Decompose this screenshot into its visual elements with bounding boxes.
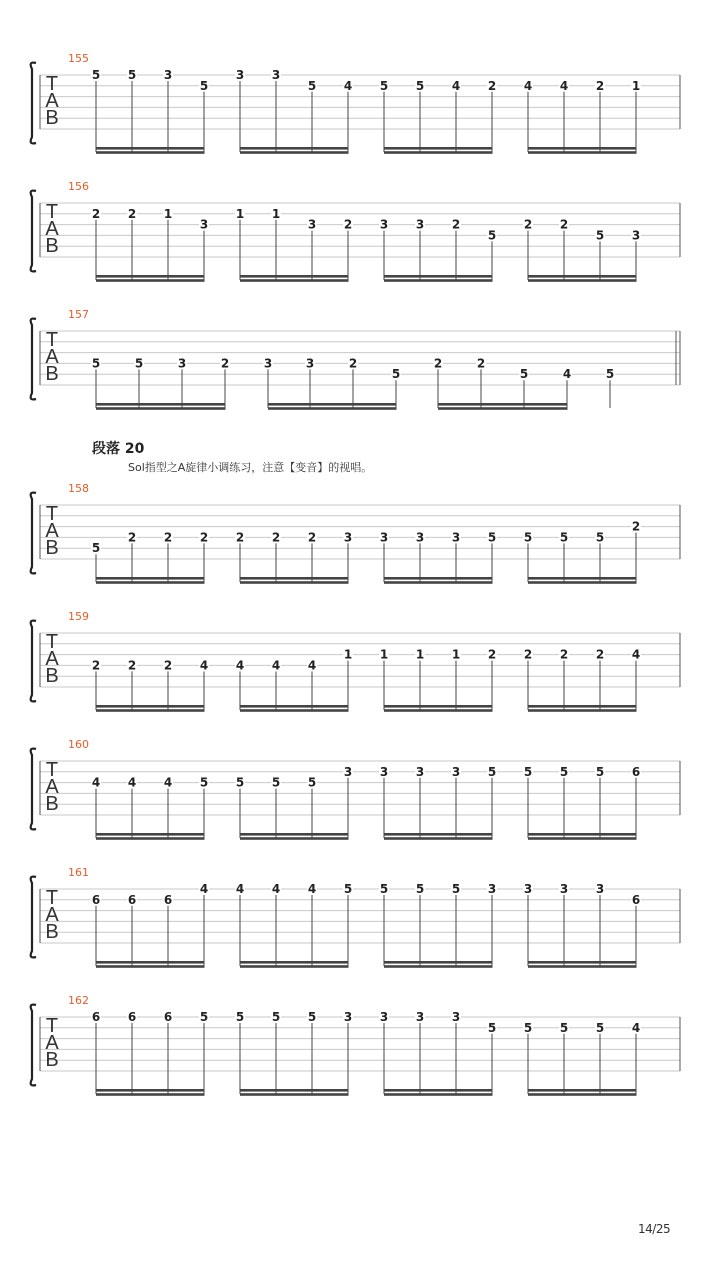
tab-letter: T — [45, 73, 59, 95]
beam — [384, 275, 493, 278]
fret-number: 2 — [199, 530, 209, 545]
fret-number: 5 — [271, 775, 281, 790]
fret-number: 2 — [307, 530, 317, 545]
tab-letter: B — [45, 665, 59, 687]
tab-letter: B — [45, 1049, 59, 1071]
fret-number: 5 — [134, 356, 144, 371]
fret-number: 3 — [451, 1010, 461, 1024]
bar-number: 161 — [68, 866, 89, 879]
beam — [528, 705, 637, 708]
beam — [438, 403, 568, 406]
fret-number: 4 — [271, 882, 281, 896]
fret-number: 1 — [163, 206, 173, 221]
fret-number: 3 — [415, 1010, 425, 1024]
beam — [384, 709, 493, 712]
fret-number: 5 — [235, 775, 245, 790]
fret-number: 2 — [433, 356, 443, 371]
beam — [96, 709, 205, 712]
fret-number: 4 — [307, 658, 317, 673]
fret-number: 3 — [177, 356, 187, 371]
system-bracket — [31, 621, 36, 702]
fret-number: 5 — [523, 530, 533, 545]
fret-number: 5 — [519, 367, 529, 382]
fret-number: 4 — [271, 658, 281, 673]
fret-number: 1 — [379, 647, 389, 662]
beam — [384, 705, 493, 708]
system-bracket — [31, 749, 36, 830]
tab-letter: T — [45, 503, 59, 525]
tab-letter: T — [45, 759, 59, 781]
fret-number: 1 — [451, 647, 461, 662]
beam — [240, 837, 349, 840]
fret-number: 4 — [343, 78, 353, 93]
fret-number: 4 — [307, 882, 317, 896]
tab-letter: B — [45, 793, 59, 815]
fret-number: 5 — [595, 228, 605, 243]
fret-number: 5 — [91, 541, 101, 556]
section-header — [92, 438, 372, 475]
fret-number: 5 — [271, 1010, 281, 1024]
fret-number: 5 — [559, 764, 569, 779]
fret-number: 3 — [263, 356, 273, 371]
beam — [96, 837, 205, 840]
beam — [240, 581, 349, 584]
fret-number: 2 — [220, 356, 230, 371]
fret-number: 4 — [451, 78, 461, 93]
fret-number: 2 — [559, 217, 569, 232]
fret-number: 5 — [487, 764, 497, 779]
fret-number: 5 — [487, 228, 497, 243]
fret-number: 5 — [307, 775, 317, 790]
fret-number: 5 — [595, 530, 605, 545]
beam — [96, 577, 205, 580]
page-number: 14/25 — [638, 1222, 671, 1236]
beam — [384, 279, 493, 282]
fret-number: 6 — [91, 892, 101, 907]
fret-number: 4 — [235, 658, 245, 673]
fret-number: 3 — [343, 764, 353, 779]
beam — [96, 403, 226, 406]
fret-number: 5 — [379, 882, 389, 896]
fret-number: 3 — [379, 764, 389, 779]
tab-letter: A — [45, 776, 59, 798]
beam — [384, 965, 493, 968]
fret-number: 5 — [391, 367, 401, 382]
fret-number: 2 — [127, 658, 137, 673]
fret-number: 3 — [199, 217, 209, 232]
fret-number: 2 — [595, 647, 605, 662]
fret-number: 3 — [307, 217, 317, 232]
fret-number: 2 — [451, 217, 461, 232]
beam — [528, 709, 637, 712]
beam — [528, 837, 637, 840]
fret-number: 3 — [379, 1010, 389, 1024]
fret-number: 5 — [415, 78, 425, 93]
beam — [240, 833, 349, 836]
fret-number: 2 — [163, 530, 173, 545]
system-bracket — [31, 319, 36, 400]
beam — [240, 961, 349, 964]
beam — [96, 965, 205, 968]
beam — [528, 151, 637, 154]
fret-number: 3 — [631, 228, 641, 243]
fret-number: 4 — [199, 882, 209, 896]
tab-letter: A — [45, 520, 59, 542]
fret-number: 1 — [343, 647, 353, 662]
fret-number: 3 — [379, 530, 389, 545]
bar-number: 158 — [68, 482, 89, 495]
tab-system — [31, 994, 680, 1096]
fret-number: 5 — [451, 882, 461, 896]
fret-number: 5 — [523, 764, 533, 779]
beam — [240, 151, 349, 154]
fret-number: 5 — [307, 1010, 317, 1024]
fret-number: 3 — [415, 530, 425, 545]
tab-system — [31, 610, 680, 712]
tab-system — [31, 52, 680, 154]
fret-number: 5 — [199, 1010, 209, 1024]
fret-number: 6 — [163, 1010, 173, 1024]
tab-letter: B — [45, 235, 59, 257]
beam — [528, 147, 637, 150]
system-bracket — [31, 877, 36, 958]
system-bracket — [31, 1005, 36, 1086]
fret-number: 2 — [271, 530, 281, 545]
fret-number: 5 — [595, 764, 605, 779]
bar-number: 162 — [68, 994, 89, 1007]
fret-number: 2 — [631, 519, 641, 534]
fret-number: 2 — [595, 78, 605, 93]
tab-letter: T — [45, 887, 59, 909]
beam — [240, 1089, 349, 1092]
beam — [96, 833, 205, 836]
beam — [268, 403, 397, 406]
fret-number: 2 — [343, 217, 353, 232]
beam — [528, 1089, 637, 1092]
fret-number: 6 — [631, 892, 641, 907]
fret-number: 4 — [235, 882, 245, 896]
fret-number: 2 — [487, 78, 497, 93]
fret-number: 3 — [343, 1010, 353, 1024]
fret-number: 1 — [235, 206, 245, 221]
fret-number: 3 — [487, 882, 497, 896]
fret-number: 3 — [451, 530, 461, 545]
beam — [384, 1093, 493, 1096]
beam — [96, 407, 226, 410]
tab-system — [31, 738, 680, 840]
bar-number: 160 — [68, 738, 89, 751]
tab-letter: T — [45, 201, 59, 223]
fret-number: 3 — [235, 68, 245, 82]
system-bracket — [31, 63, 36, 144]
beam — [96, 1089, 205, 1092]
fret-number: 2 — [235, 530, 245, 545]
tab-letter: T — [45, 329, 59, 351]
fret-number: 5 — [343, 882, 353, 896]
fret-number: 4 — [559, 78, 569, 93]
fret-number: 1 — [271, 206, 281, 221]
fret-number: 5 — [307, 78, 317, 93]
beam — [96, 275, 205, 278]
beam — [240, 279, 349, 282]
fret-number: 3 — [271, 68, 281, 82]
tab-letter: A — [45, 904, 59, 926]
tab-letter: B — [45, 537, 59, 559]
tab-letter: T — [45, 631, 59, 653]
system-bracket — [31, 493, 36, 574]
fret-number: 1 — [631, 78, 641, 93]
fret-number: 5 — [91, 356, 101, 371]
bar-number: 157 — [68, 308, 89, 321]
tab-letter: A — [45, 346, 59, 368]
bar-number: 155 — [68, 52, 89, 65]
fret-number: 3 — [415, 764, 425, 779]
fret-number: 5 — [559, 530, 569, 545]
fret-number: 6 — [631, 764, 641, 779]
beam — [240, 965, 349, 968]
tab-letter: A — [45, 648, 59, 670]
fret-number: 4 — [163, 775, 173, 790]
beam — [384, 833, 493, 836]
fret-number: 1 — [415, 647, 425, 662]
fret-number: 4 — [199, 658, 209, 673]
beam — [240, 275, 349, 278]
tab-letter: B — [45, 363, 59, 385]
beam — [384, 1089, 493, 1092]
beam — [96, 961, 205, 964]
beam — [438, 407, 568, 410]
tab-letter: T — [45, 1015, 59, 1037]
beam — [240, 577, 349, 580]
fret-number: 6 — [127, 1010, 137, 1024]
beam — [240, 1093, 349, 1096]
beam — [528, 279, 637, 282]
system-bracket — [31, 191, 36, 272]
fret-number: 5 — [127, 68, 137, 82]
beam — [96, 151, 205, 154]
fret-number: 6 — [163, 892, 173, 907]
fret-number: 6 — [127, 892, 137, 907]
beam — [384, 147, 493, 150]
fret-number: 2 — [523, 217, 533, 232]
fret-number: 6 — [91, 1010, 101, 1024]
beam — [268, 407, 397, 410]
tab-letter: B — [45, 107, 59, 129]
beam — [96, 147, 205, 150]
fret-number: 3 — [595, 882, 605, 896]
beam — [96, 581, 205, 584]
fret-number: 5 — [235, 1010, 245, 1024]
beam — [384, 151, 493, 154]
section-title: 段落 20 — [92, 441, 145, 457]
fret-number: 3 — [343, 530, 353, 545]
fret-number: 3 — [523, 882, 533, 896]
beam — [384, 577, 493, 580]
fret-number: 3 — [451, 764, 461, 779]
fret-number: 4 — [91, 775, 101, 790]
tab-letter: A — [45, 1032, 59, 1054]
tab-system — [31, 866, 680, 968]
beam — [528, 1093, 637, 1096]
beam — [528, 833, 637, 836]
beam — [384, 581, 493, 584]
section-description: Sol指型之A旋律小调练习，注意【变音】的视唱。 — [128, 461, 373, 474]
fret-number: 4 — [631, 647, 641, 662]
fret-number: 2 — [487, 647, 497, 662]
beam — [528, 961, 637, 964]
fret-number: 4 — [631, 1020, 641, 1035]
fret-number: 5 — [91, 68, 101, 82]
fret-number: 5 — [605, 367, 615, 382]
fret-number: 3 — [379, 217, 389, 232]
fret-number: 3 — [559, 882, 569, 896]
beam — [96, 279, 205, 282]
fret-number: 2 — [127, 206, 137, 221]
fret-number: 5 — [487, 530, 497, 545]
fret-number: 5 — [199, 78, 209, 93]
fret-number: 2 — [163, 658, 173, 673]
fret-number: 4 — [523, 78, 533, 93]
tab-letter: A — [45, 218, 59, 240]
fret-number: 2 — [348, 356, 358, 371]
fret-number: 2 — [91, 206, 101, 221]
beam — [384, 961, 493, 964]
beam — [384, 837, 493, 840]
fret-number: 2 — [127, 530, 137, 545]
fret-number: 5 — [415, 882, 425, 896]
fret-number: 5 — [559, 1020, 569, 1035]
fret-number: 5 — [523, 1020, 533, 1035]
fret-number: 4 — [562, 367, 572, 382]
fret-number: 4 — [127, 775, 137, 790]
fret-number: 2 — [91, 658, 101, 673]
fret-number: 5 — [487, 1020, 497, 1035]
beam — [528, 965, 637, 968]
fret-number: 2 — [476, 356, 486, 371]
beam — [96, 705, 205, 708]
tab-system — [31, 308, 680, 410]
beam — [240, 709, 349, 712]
tab-system — [31, 180, 680, 282]
beam — [240, 147, 349, 150]
fret-number: 2 — [559, 647, 569, 662]
fret-number: 3 — [305, 356, 315, 371]
beam — [528, 581, 637, 584]
fret-number: 2 — [523, 647, 533, 662]
fret-number: 5 — [379, 78, 389, 93]
beam — [96, 1093, 205, 1096]
fret-number: 5 — [595, 1020, 605, 1035]
bar-number: 156 — [68, 180, 89, 193]
bar-number: 159 — [68, 610, 89, 623]
fret-number: 3 — [163, 68, 173, 82]
tab-letter: A — [45, 90, 59, 112]
beam — [528, 577, 637, 580]
tab-letter: B — [45, 921, 59, 943]
fret-number: 3 — [415, 217, 425, 232]
beam — [240, 705, 349, 708]
fret-number: 5 — [199, 775, 209, 790]
tab-system — [31, 482, 680, 584]
beam — [528, 275, 637, 278]
